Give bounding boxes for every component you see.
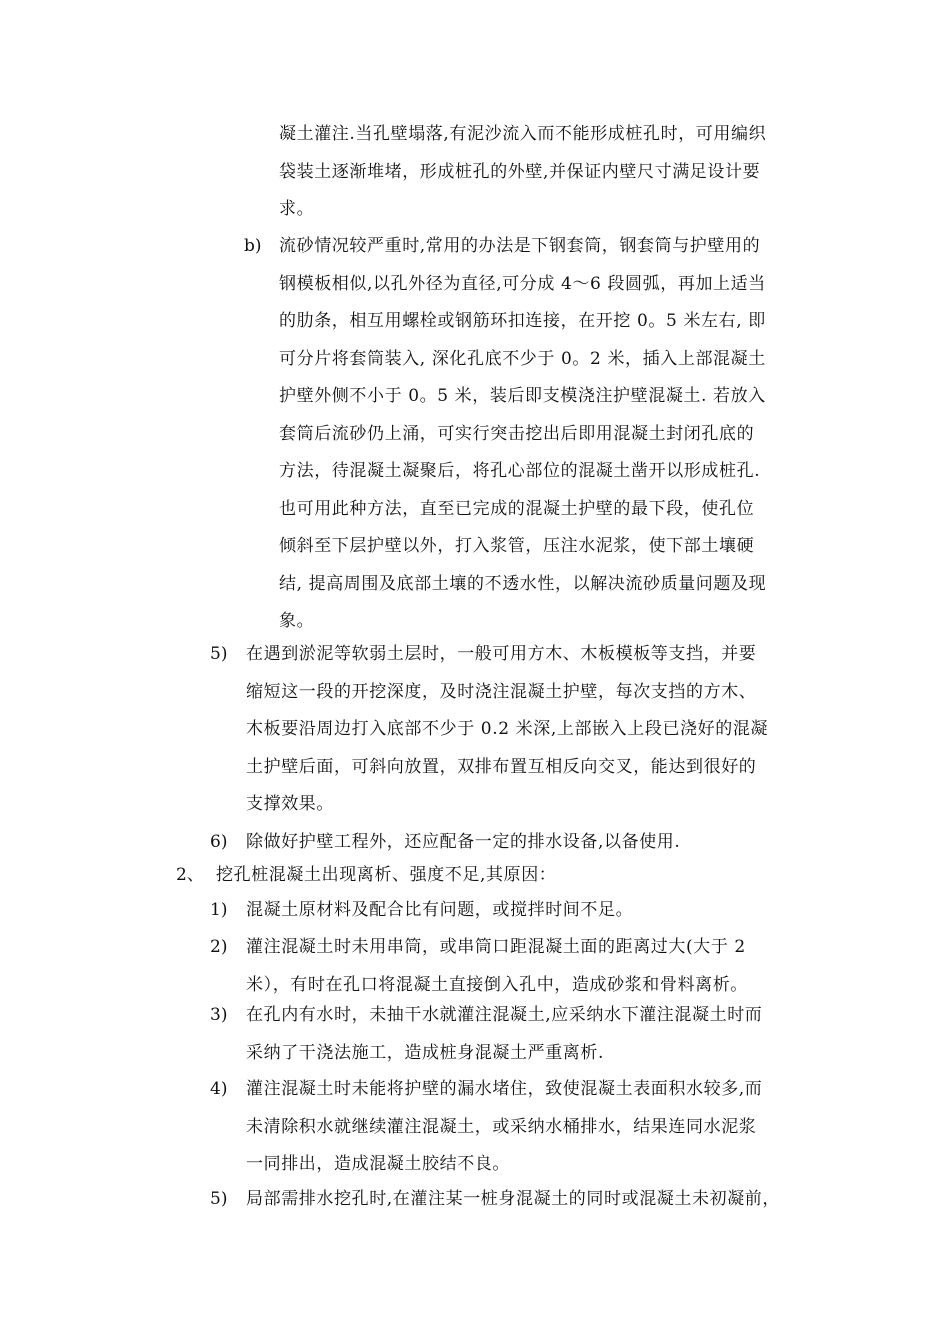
text-line: 可分片将套筒装入, 深化孔底不少于 0。2 米，插入上部混凝土	[279, 348, 766, 369]
text-line: 在遇到淤泥等软弱土层时，一般可用方木、木板模板等支挡，并要	[246, 644, 757, 664]
text-line: 混凝土原材料及配合比有问题，或搅拌时间不足。	[246, 900, 634, 920]
text-line: 流砂情况较严重时,常用的办法是下钢套筒，钢套筒与护壁用的	[279, 236, 761, 256]
text-line: 钢模板相似,以孔外径为直径,可分成 4～6 段圆弧，再加上适当	[279, 273, 766, 294]
text-line: 除做好护壁工程外，还应配备一定的排水设备,以备使用.	[246, 832, 681, 852]
section-2-heading	[176, 857, 816, 895]
section-number: 2、	[176, 865, 204, 885]
s2-item-2	[210, 929, 816, 1004]
text-line: 米），有时在孔口将混凝土直接倒入孔中，造成砂浆和骨料离析。	[246, 974, 748, 995]
text-line: 套筒后流砂仍上涌，可实行突击挖出后即用混凝土封闭孔底的	[279, 423, 755, 444]
text-line: 倾斜至下层护壁以外，打入浆管，压注水泥浆，使下部土壤硬	[279, 536, 755, 556]
s2-item-5	[210, 1181, 826, 1219]
text-line: 方法，待混凝土凝聚后，将孔心部位的混凝土凿开以形成桩孔.	[279, 461, 761, 481]
text-line: 在孔内有水时，未抽干水就灌注混凝土,应采纳水下灌注混凝土时而	[246, 1005, 763, 1025]
text-line: 凝土灌注.当孔壁塌落,有泥沙流入而不能形成桩孔时，可用编织	[279, 124, 767, 144]
text-line: 灌注混凝土时未用串筒，或串筒口距混凝土面的距离过大(大于 2	[246, 937, 746, 957]
text-line: 的肋条，相互用螺栓或钢筋环扣连接，在开挖 0。5 米左右, 即	[279, 311, 766, 331]
list-label: 3)	[210, 1005, 228, 1025]
list-label: b)	[244, 236, 262, 256]
text-line: 缩短这一段的开挖深度，及时浇注混凝土护壁，每次支挡的方木、	[246, 681, 757, 702]
text-line: 土护壁后面，可斜向放置，双排布置互相反向交叉，能达到很好的	[246, 756, 757, 777]
section-title: 挖孔桩混凝土出现离析、强度不足,其原因：	[216, 865, 557, 885]
text-line: 未清除积水就继续灌注混凝土，或采纳水桶排水，结果连同水泥浆	[246, 1116, 757, 1137]
text-line: 求。	[279, 199, 315, 219]
list-item-5	[210, 636, 816, 824]
list-label: 6)	[210, 832, 228, 852]
text-line: 护壁外侧不小于 0。5 米，装后即支模浇注护壁混凝土. 若放入	[279, 386, 766, 406]
text-line: 采纳了干浇法施工，造成桩身混凝土严重离析.	[246, 1042, 605, 1063]
text-line: 结, 提高周围及底部土壤的不透水性，以解决流砂质量问题及现	[279, 573, 767, 594]
s2-item-4	[210, 1071, 816, 1184]
s2-item-3	[210, 997, 816, 1072]
text-line: 灌注混凝土时未能将护壁的漏水堵住，致使混凝土表面积水较多,而	[246, 1079, 763, 1099]
text-line: 木板要沿周边打入底部不少于 0.2 米深,上部嵌入上段已浇好的混凝	[246, 719, 769, 739]
text-line: 局部需排水挖孔时,在灌注某一桩身混凝土的同时或混凝土未初凝前，	[246, 1189, 781, 1209]
text-line: 也可用此种方法，直至已完成的混凝土护壁的最下段，使孔位	[279, 498, 755, 519]
s2-item-1	[210, 892, 816, 930]
list-label: 4)	[210, 1079, 228, 1099]
item-b	[244, 228, 819, 641]
text-line: 象。	[279, 611, 315, 631]
list-label: 5)	[210, 1189, 228, 1209]
list-label: 2)	[210, 937, 228, 957]
item-a-continuation	[279, 116, 819, 229]
text-line: 袋装土逐渐堆堵，形成桩孔的外壁,并保证内壁尺寸满足设计要	[279, 161, 761, 182]
text-line: 支撑效果。	[246, 794, 334, 814]
list-item-6	[210, 824, 816, 862]
text-line: 一同排出，造成混凝土胶结不良。	[246, 1154, 510, 1174]
list-label: 1)	[210, 900, 228, 920]
list-label: 5)	[210, 644, 228, 664]
